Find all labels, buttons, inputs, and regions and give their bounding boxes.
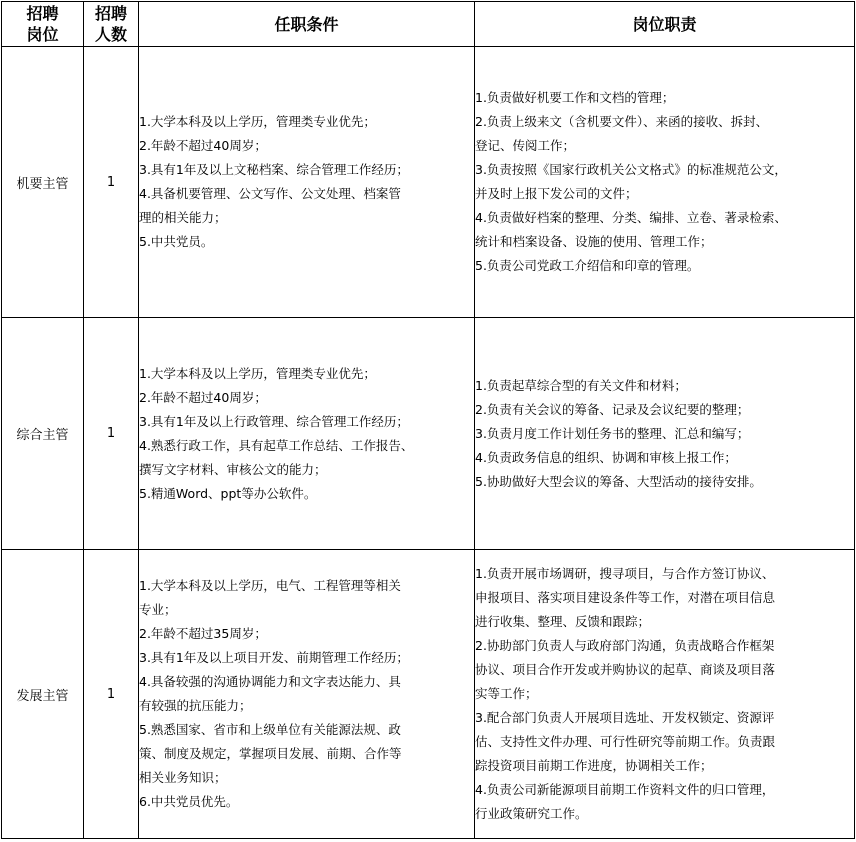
duty-line: 1.负责起草综合型的有关文件和材料； — [475, 377, 687, 393]
requirements-cell — [139, 318, 475, 550]
duty-line: 行业政策研究工作。 — [475, 806, 588, 821]
header-post-line: 招聘 — [26, 4, 59, 23]
header-count-line: 人数 — [94, 25, 127, 44]
duty-line: 2.协助部门负责人与政府部门沟通，负责战略合作框架 — [475, 638, 775, 653]
count-cell: 1 — [84, 47, 139, 318]
duty-line: 4.负责做好档案的整理、分类、编排、立卷、著录检索、 — [475, 210, 787, 225]
duty-line: 4.负责政务信息的组织、协调和审核上报工作； — [475, 449, 737, 465]
header-count — [84, 2, 139, 47]
header-post — [2, 2, 84, 47]
requirement-line: 3.具有1年及以上行政管理、综合管理工作经历； — [139, 413, 409, 429]
requirement-line: 4.具备较强的沟通协调能力和文字表达能力、具 — [139, 674, 401, 689]
duty-line: 进行收集、整理、反馈和跟踪； — [475, 614, 651, 629]
requirement-line: 5.熟悉国家、省市和上级单位有关能源法规、政 — [139, 722, 401, 737]
header-duties: 岗位职责 — [475, 2, 855, 47]
requirement-line: 有较强的抗压能力； — [139, 698, 252, 713]
duty-line: 1.负责做好机要工作和文档的管理； — [475, 90, 675, 105]
requirement-line: 2.年龄不超过35周岁； — [139, 626, 267, 641]
duty-line: 并及时上报下发公司的文件； — [475, 186, 638, 201]
duty-line: 申报项目、落实项目建设条件等工作，对潜在项目信息 — [475, 590, 776, 605]
post-cell: 发展主管 — [2, 550, 84, 839]
requirements-cell — [139, 550, 475, 839]
duty-line: 踪投资项目前期工作进度，协调相关工作； — [475, 758, 713, 773]
count-cell: 1 — [84, 318, 139, 550]
requirement-line: 2.年龄不超过40周岁； — [139, 138, 267, 153]
requirement-line: 策、制度及规定，掌握项目发展、前期、合作等 — [139, 746, 402, 761]
post-cell: 综合主管 — [2, 318, 84, 550]
requirement-line: 3.具有1年及以上文秘档案、综合管理工作经历； — [139, 162, 409, 177]
table-row — [2, 47, 855, 318]
requirement-line: 5.中共党员。 — [139, 234, 214, 249]
duty-line: 3.负责按照《国家行政机关公文格式》的标准规范公文， — [475, 162, 787, 177]
duty-line: 3.负责月度工作计划任务书的整理、汇总和编写； — [475, 425, 750, 441]
requirement-line: 4.具备机要管理、公文写作、公文处理、档案管 — [139, 186, 401, 201]
duties-cell — [475, 318, 855, 550]
duty-line: 协议、项目合作开发或并购协议的起草、商谈及项目落 — [475, 662, 776, 677]
requirement-line: 理的相关能力； — [139, 210, 227, 225]
requirement-line: 2.年龄不超过40周岁； — [139, 389, 267, 405]
header-count-line: 招聘 — [94, 4, 127, 23]
duties-cell — [475, 550, 855, 839]
header-row — [2, 2, 855, 47]
header-requirements: 任职条件 — [139, 2, 475, 47]
requirement-line: 3.具有1年及以上项目开发、前期管理工作经历； — [139, 650, 409, 665]
requirement-line: 1.大学本科及以上学历，管理类专业优先； — [139, 365, 376, 381]
duty-line: 2.负责上级来文（含机要文件）、来函的接收、拆封、 — [475, 114, 769, 129]
requirement-line: 相关业务知识； — [139, 770, 227, 785]
duty-line: 实等工作； — [475, 686, 538, 701]
duty-line: 3.配合部门负责人开展项目选址、开发权锁定、资源评 — [475, 710, 775, 725]
duty-line: 统计和档案设备、设施的使用、管理工作； — [475, 234, 713, 249]
requirement-line: 5.精通Word、ppt等办公软件。 — [139, 485, 317, 501]
duty-line: 估、支持性文件办理、可行性研究等前期工作。负责跟 — [475, 734, 776, 749]
post-cell: 机要主管 — [2, 47, 84, 318]
requirements-cell — [139, 47, 475, 318]
requirement-line: 撰写文字材料、审核公文的能力； — [139, 461, 327, 477]
table-row — [2, 318, 855, 550]
duty-line: 5.负责公司党政工介绍信和印章的管理。 — [475, 258, 700, 273]
requirement-line: 1.大学本科及以上学历，管理类专业优先； — [139, 114, 376, 129]
duty-line: 4.负责公司新能源项目前期工作资料文件的归口管理， — [475, 782, 775, 797]
requirement-line: 6.中共党员优先。 — [139, 794, 239, 809]
duties-cell — [475, 47, 855, 318]
duty-line: 2.负责有关会议的筹备、记录及会议纪要的整理； — [475, 401, 750, 417]
duty-line: 登记、传阅工作； — [475, 138, 576, 153]
table-row — [2, 550, 855, 839]
requirement-line: 1.大学本科及以上学历，电气、工程管理等相关 — [139, 578, 401, 593]
requirement-line: 4.熟悉行政工作，具有起草工作总结、工作报告、 — [139, 437, 414, 453]
duty-line: 5.协助做好大型会议的筹备、大型活动的接待安排。 — [475, 473, 762, 489]
recruitment-table — [1, 1, 855, 839]
header-post-line: 岗位 — [26, 25, 59, 44]
requirement-line: 专业； — [139, 602, 177, 617]
duty-line: 1.负责开展市场调研，搜寻项目，与合作方签订协议、 — [475, 566, 775, 581]
count-cell: 1 — [84, 550, 139, 839]
